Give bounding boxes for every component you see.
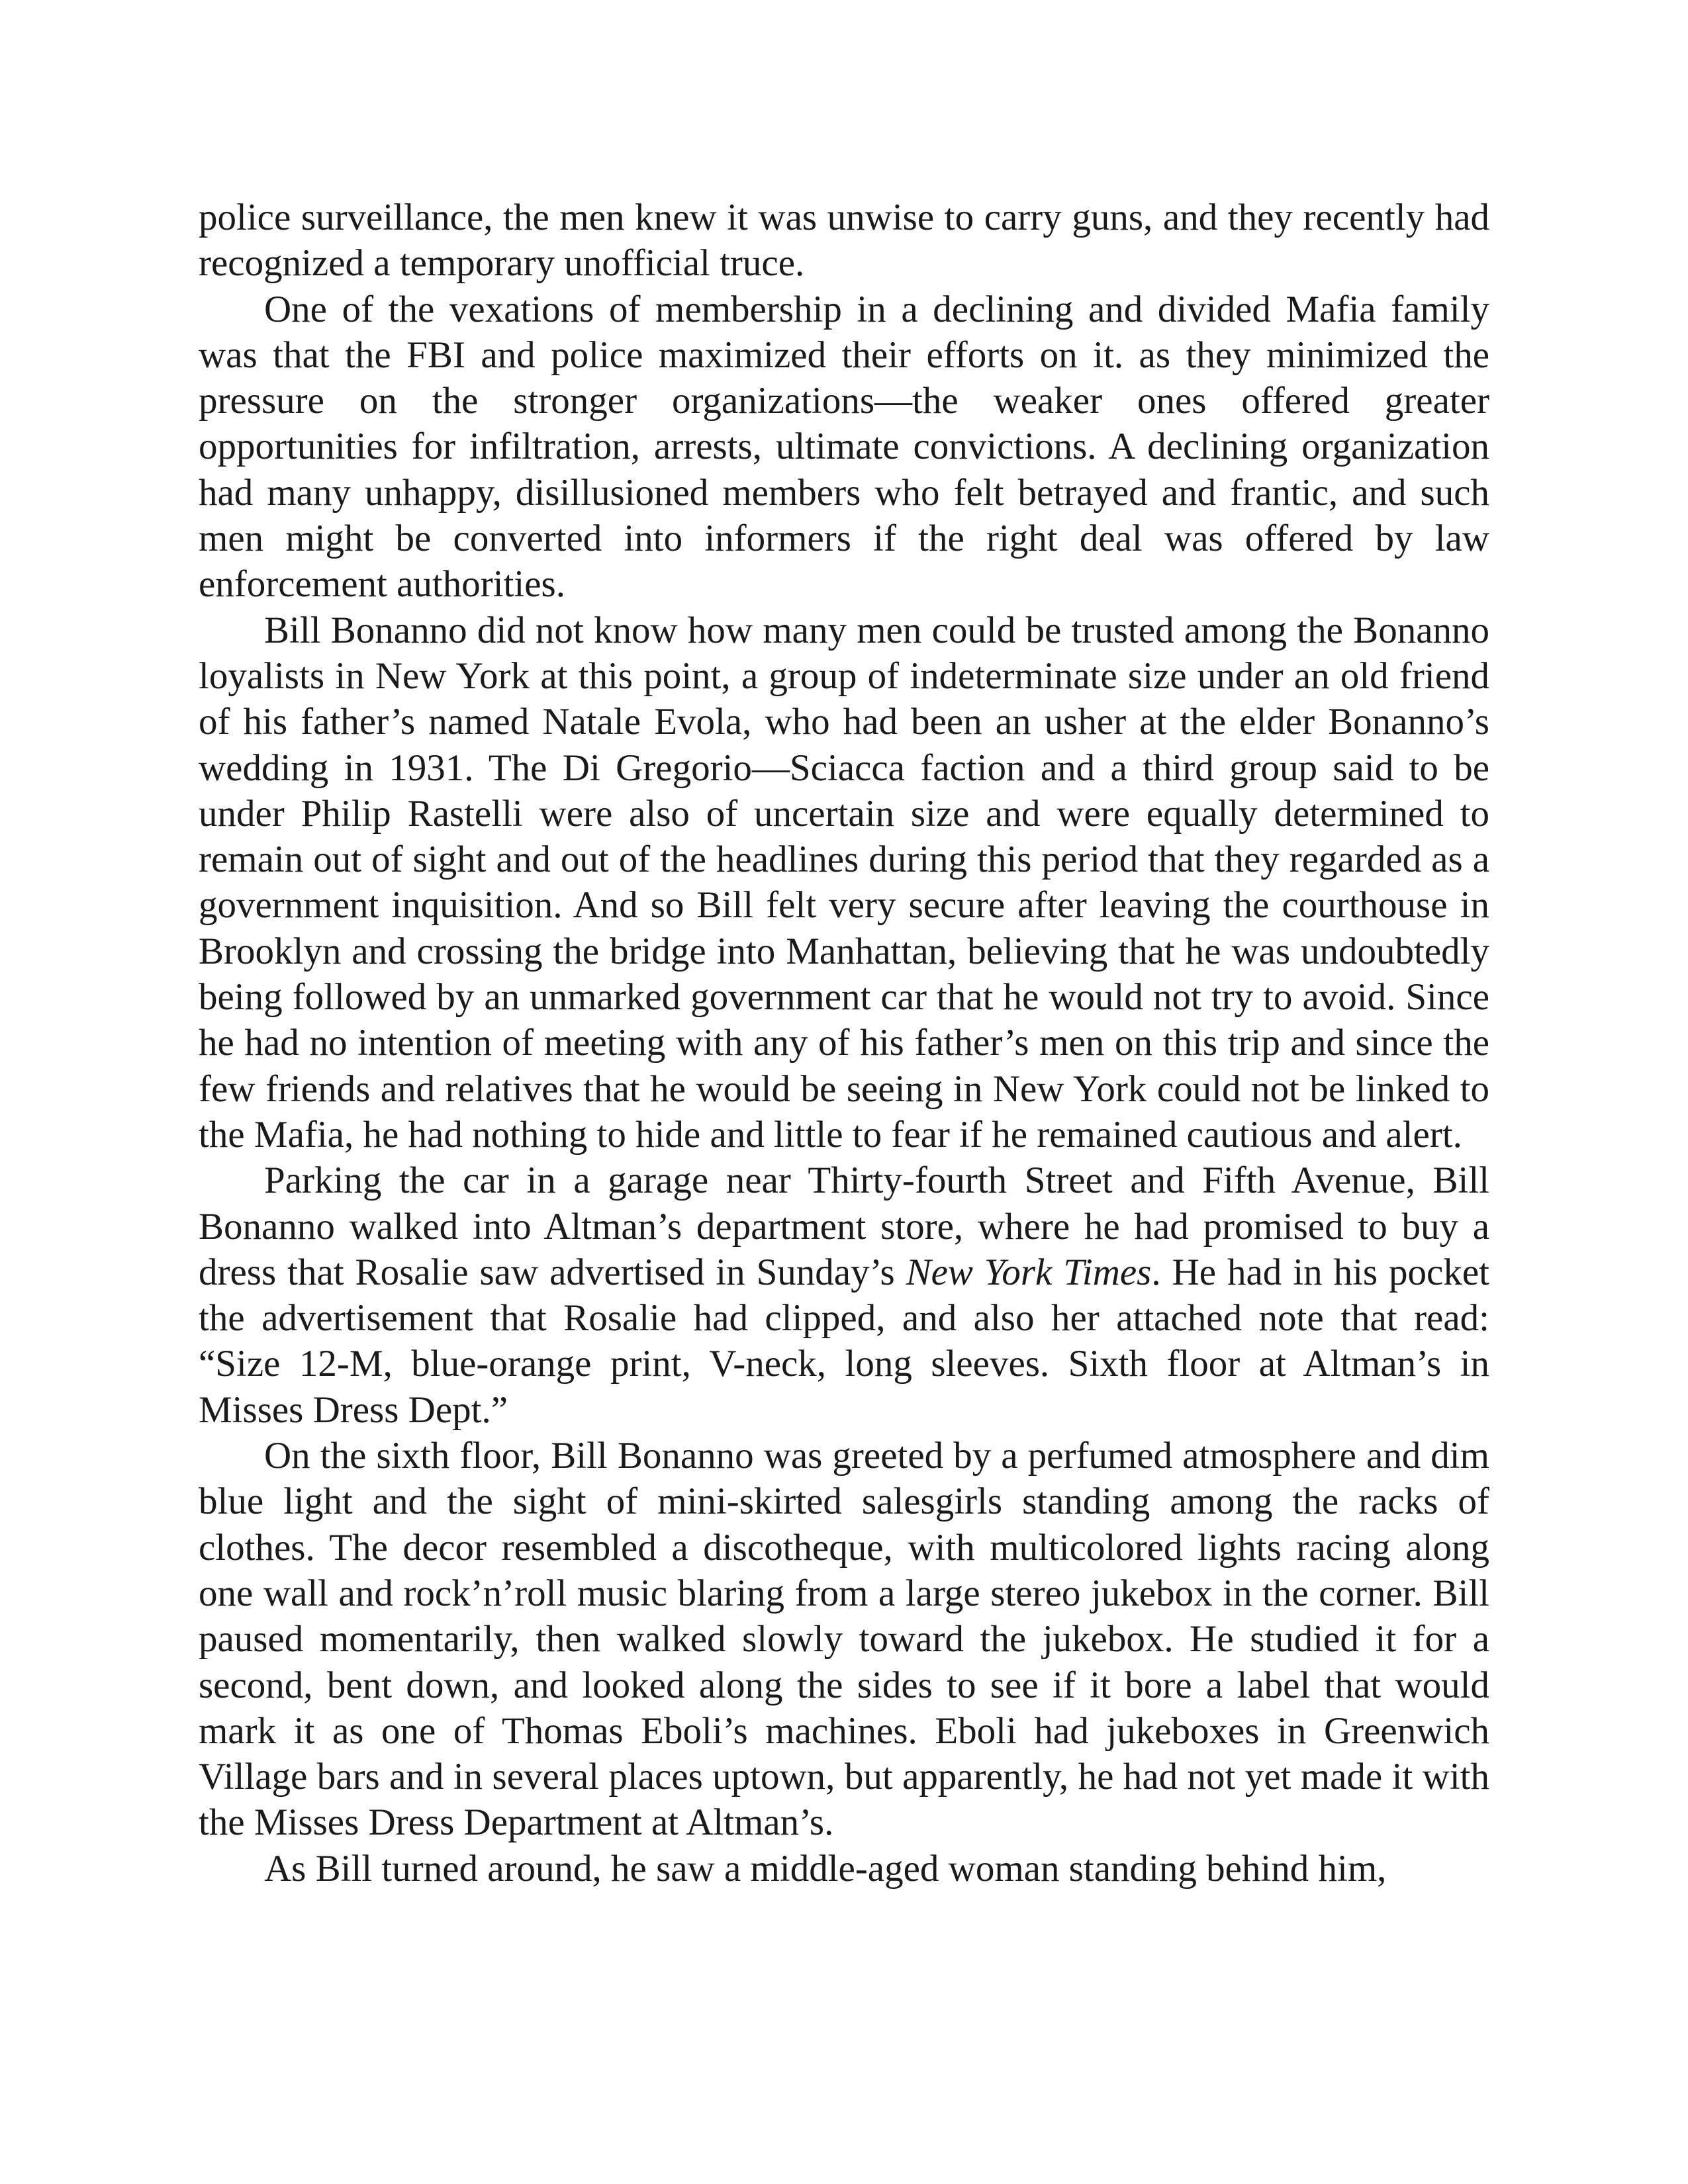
paragraph-3: Bill Bonanno did not know how many men could be trusted among the Bonanno loyalists in New York at this point, a group of indeterminate size under an old friend of his father’s named Natale Evola, who had been an usher at the elder Bonanno’s wedding in 1931. The Di Gregorio—Sciacca faction and a third group said to be under Philip Rastelli were also of uncertain size and were equally determined to remain out of sight and out of the headlines during this period that they regarded as a government inquisition. And so Bill felt very secure after leaving the courthouse in Brooklyn and crossing the bridge into Manhattan, believing that he was undoubtedly being followed by an unmarked government car that he would not try to avoid. Since he had no intention of meeting with any of his father’s men on this trip and since the few friends and relatives that he would be seeing in New York could not be linked to the Mafia, he had nothing to hide and little to fear if he remained cautious and alert. <box>199 609 1489 1156</box>
paragraph-2: One of the vexations of membership in a declining and divided Mafia family was that the FBI and police maximized their efforts on it. as they minimized the pressure on the stronger organizations—the weaker ones offered greater opportunities for infiltration, arrests, ultimate convictions. A declining organization had many unhappy, disillusioned members who felt betrayed and frantic, and such men might be converted into informers if the right deal was offered by law enforcement authorities. <box>199 288 1489 606</box>
newspaper-title-italic: New York Times <box>906 1251 1152 1293</box>
paragraph-1: police surveillance, the men knew it was unwise to carry guns, and they recently had recognized a temporary unofficial truce. <box>199 197 1489 285</box>
body-text <box>199 195 1489 1891</box>
paragraph-5: On the sixth floor, Bill Bonanno was greeted by a perfumed atmosphere and dim blue light and the sight of mini-skirted salesgirls standing among the racks of clothes. The decor resembled a discotheque, with multicolored lights racing along one wall and rock’n’roll music blaring from a large stereo jukebox in the corner. Bill paused momentarily, then walked slowly toward the jukebox. He studied it for a second, bent down, and looked along the sides to see if it bore a label that would mark it as one of Thomas Eboli’s machines. Eboli had jukeboxes in Greenwich Village bars and in several places uptown, but apparently, he had not yet made it with the Misses Dress Department at Altman’s. <box>199 1435 1489 1844</box>
paragraph-4 <box>199 1158 1489 1433</box>
paragraph-4-text-after: . He had in his pocket the advertisement that Rosalie had clipped, and also her attached note that read: “Size 12-M, blue-orange print, V-neck, long sleeves. Sixth floor at Altman’s in Misses Dress Dept.” <box>199 1251 1489 1431</box>
paragraph-4-text-before: Parking the car in a garage near Thirty-fourth Street and Fifth Avenue, Bill Bonanno walked into Altman’s department store, where he had promised to buy a dress that Rosalie saw advertised in Sunday’s <box>199 1160 1489 1293</box>
paragraph-6: As Bill turned around, he saw a middle-aged woman standing behind him, <box>264 1847 1387 1889</box>
